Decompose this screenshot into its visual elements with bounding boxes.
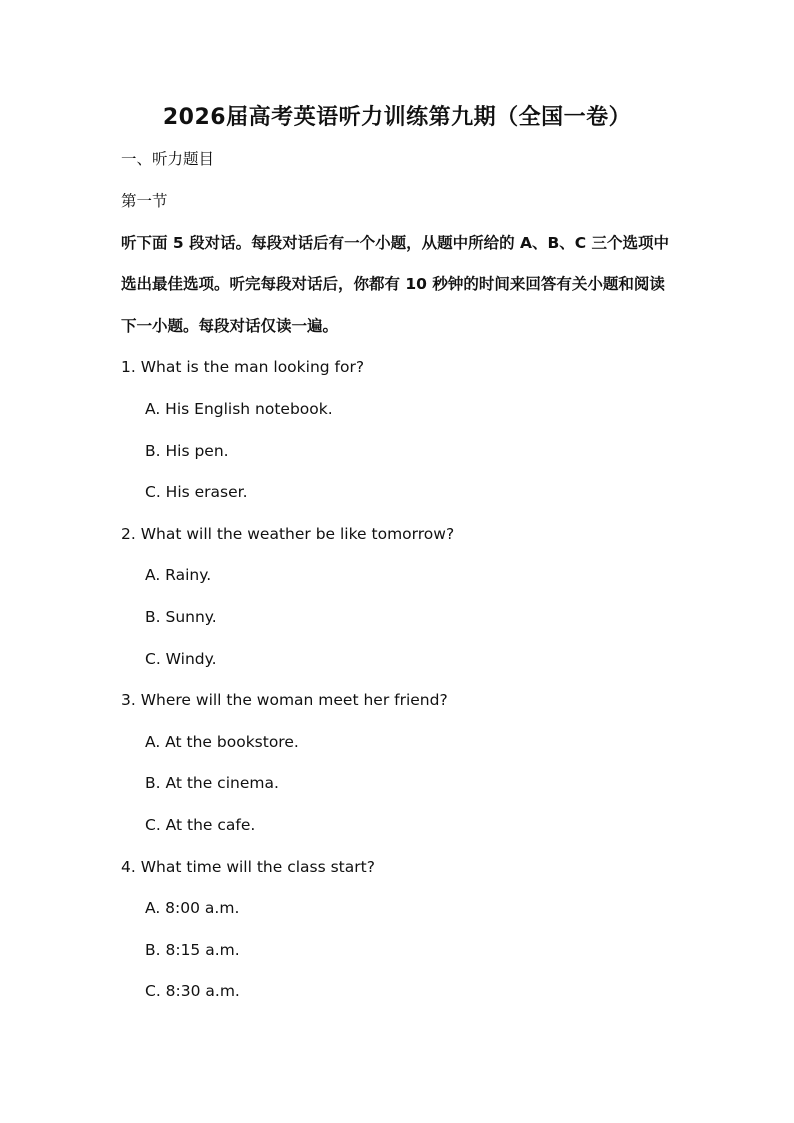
question-1-option-a: A. His English notebook. <box>145 400 333 418</box>
question-4-option-b: B. 8:15 a.m. <box>145 941 240 959</box>
part-heading: 第一节 <box>121 192 168 210</box>
question-2-option-b: B. Sunny. <box>145 608 217 626</box>
question-1-text: 1. What is the man looking for? <box>121 358 365 376</box>
question-2-text: 2. What will the weather be like tomorrow? <box>121 525 455 543</box>
question-2-option-c: C. Windy. <box>145 650 217 668</box>
question-3-text: 3. Where will the woman meet her friend? <box>121 691 448 709</box>
question-2-option-a: A. Rainy. <box>145 566 212 584</box>
instruction-line-1: 听下面 5 段对话。每段对话后有一个小题，从题中所给的 A、B、C 三个选项中 <box>121 234 670 252</box>
question-3-option-c: C. At the cafe. <box>145 816 256 834</box>
question-1-option-b: B. His pen. <box>145 442 229 460</box>
instruction-line-2: 选出最佳选项。听完每段对话后，你都有 10 秒钟的时间来回答有关小题和阅读 <box>121 275 665 293</box>
question-3-option-b: B. At the cinema. <box>145 774 279 792</box>
question-4-option-c: C. 8:30 a.m. <box>145 982 240 1000</box>
question-4-text: 4. What time will the class start? <box>121 858 375 876</box>
section-heading: 一、听力题目 <box>121 150 215 168</box>
question-4-option-a: A. 8:00 a.m. <box>145 899 240 917</box>
question-1-option-c: C. His eraser. <box>145 483 248 501</box>
question-3-option-a: A. At the bookstore. <box>145 733 299 751</box>
instruction-line-3: 下一小题。每段对话仅读一遍。 <box>121 317 339 335</box>
page-title: 2026届高考英语听力训练第九期（全国一卷） <box>162 105 632 130</box>
